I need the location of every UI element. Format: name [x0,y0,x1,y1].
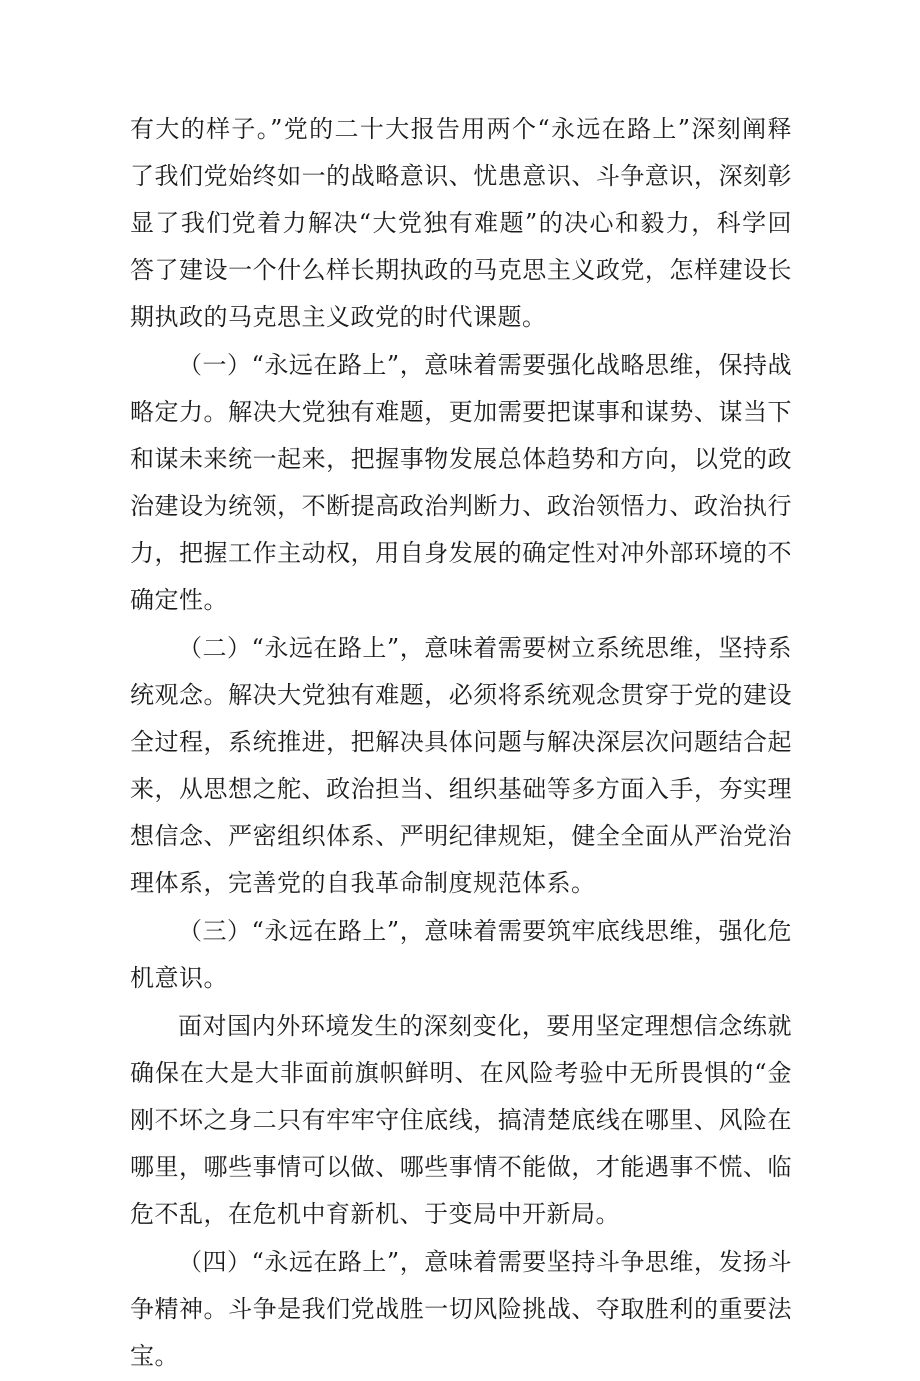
paragraph-4: （三）“永远在路上”，意味着需要筑牢底线思维，强化危机意识。 [130,917,792,992]
paragraph-3: （二）“永远在路上”，意味着需要树立系统思维，坚持系统观念。解决大党独有难题，必须将系统观念贯穿于党的建设全过程，系统推进，把解决具体问题与解决深层次问题结合起来，从思想之舵、政治担当、组织基础等多方面入手，夯实理想信念、严密组织体系、严明纪律规矩，健全全面从严治党治理体系，完善党的自我革命制度规范体系。 [130,634,792,897]
document-body [130,106,792,1381]
paragraph-2: （一）“永远在路上”，意味着需要强化战略思维，保持战略定力。解决大党独有难题，更加需要把谋事和谋势、谋当下和谋未来统一起来，把握事物发展总体趋势和方向，以党的政治建设为统领，不断提高政治判断力、政治领悟力、政治执行力，把握工作主动权，用自身发展的确定性对冲外部环境的不确定性。 [130,351,792,614]
paragraph-5: 面对国内外环境发生的深刻变化，要用坚定理想信念练就确保在大是大非面前旗帜鲜明、在风险考验中无所畏惧的“金刚不坏之身二只有牢牢守住底线，搞清楚底线在哪里、风险在哪里，哪些事情可以做、哪些事情不能做，才能遇事不慌、临危不乱，在危机中育新机、于变局中开新局。 [130,1012,792,1228]
paragraph-6: （四）“永远在路上”，意味着需要坚持斗争思维，发扬斗争精神。斗争是我们党战胜一切风险挑战、夺取胜利的重要法宝。 [130,1248,792,1370]
paragraph-1: 有大的样子。”党的二十大报告用两个“永远在路上”深刻阐释了我们党始终如一的战略意识、忧患意识、斗争意识，深刻彰显了我们党着力解决“大党独有难题”的决心和毅力，科学回答了建设一个什么样长期执政的马克思主义政党，怎样建设长期执政的马克思主义政党的时代课题。 [130,115,792,331]
